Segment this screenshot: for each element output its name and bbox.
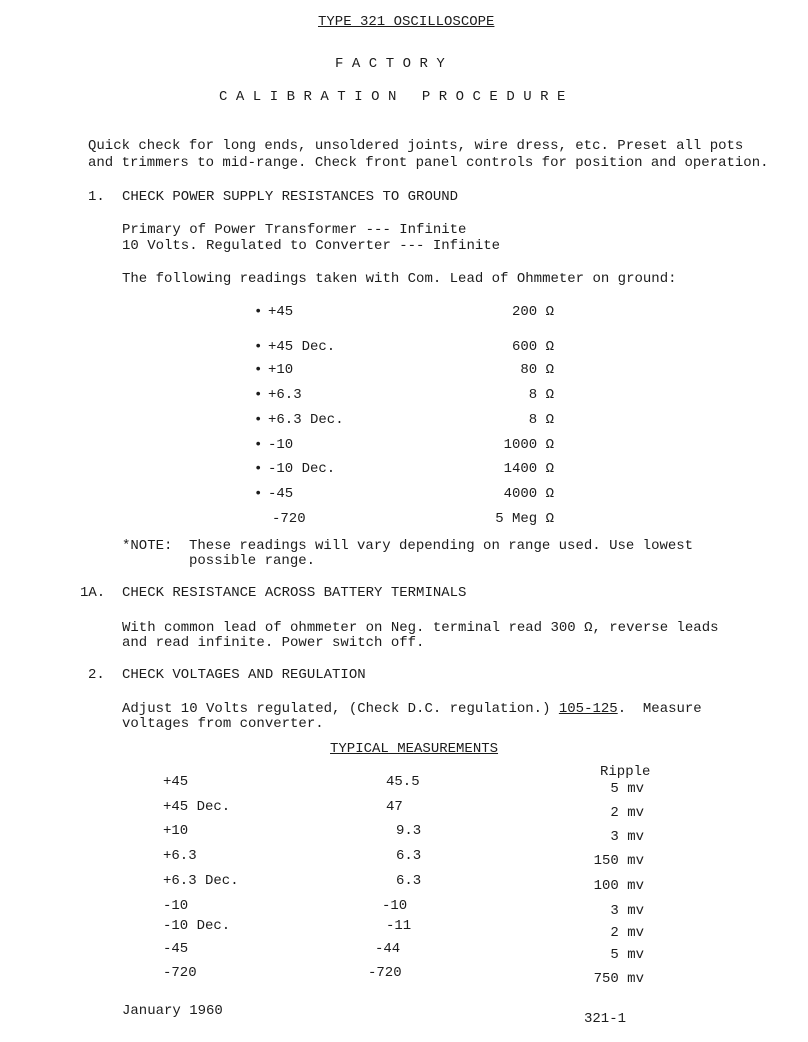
asterisk-mark: •	[254, 362, 263, 378]
intro-line-2: and trimmers to mid-range. Check front panel controls for position and operation.	[88, 155, 769, 171]
asterisk-mark: •	[254, 412, 263, 428]
asterisk-mark: •	[254, 304, 263, 320]
supply-cell: +45 Dec.	[163, 799, 231, 815]
regulation-range: 105-125	[558, 701, 618, 717]
reading-label: +45	[268, 304, 294, 320]
typical-measurements-title: TYPICAL MEASUREMENTS	[330, 741, 499, 757]
supply-cell: +6.3 Dec.	[163, 873, 239, 889]
note-label: *NOTE:	[122, 538, 173, 554]
measured-cell: -10	[382, 898, 408, 914]
reading-value: 200 Ω	[511, 304, 554, 320]
ripple-cell: 3 mv	[610, 903, 644, 919]
reading-value: 1000 Ω	[503, 437, 554, 453]
section1a-line-1: With common lead of ohmmeter on Neg. terminal read 300 Ω, reverse leads	[122, 620, 719, 636]
header-factory: FACTORY	[335, 56, 454, 72]
reading-value: 600 Ω	[511, 339, 554, 355]
section1-readings-intro: The following readings taken with Com. Lead of Ohmmeter on ground:	[122, 271, 677, 287]
ripple-cell: 3 mv	[610, 829, 644, 845]
reading-value: 80 Ω	[520, 362, 554, 378]
section2-line-2: voltages from converter.	[122, 716, 324, 732]
supply-cell: -720	[163, 965, 197, 981]
section2-number: 2.	[88, 667, 105, 683]
section1a-heading: CHECK RESISTANCE ACROSS BATTERY TERMINALS	[122, 585, 467, 601]
measured-cell: -44	[375, 941, 401, 957]
supply-cell: -45	[163, 941, 189, 957]
page-number: 321-1	[584, 1011, 627, 1027]
reading-value: 1400 Ω	[503, 461, 554, 477]
reading-value: 8 Ω	[528, 412, 554, 428]
ripple-cell: 750 mv	[593, 971, 644, 987]
section2-line-1-end: . Measure	[617, 701, 702, 717]
asterisk-mark: •	[254, 486, 263, 502]
asterisk-mark: •	[254, 387, 263, 403]
reading-label: -720	[272, 511, 306, 527]
measured-cell: -720	[368, 965, 402, 981]
section2-line-1-start: Adjust 10 Volts regulated, (Check D.C. regulation.)	[122, 701, 559, 717]
note-line-1: These readings will vary depending on range used. Use lowest	[189, 538, 694, 554]
asterisk-mark: •	[254, 437, 263, 453]
header-calibration-procedure: CALIBRATION PROCEDURE	[219, 89, 574, 105]
measured-cell: 9.3	[396, 823, 422, 839]
reading-label: +45 Dec.	[268, 339, 336, 355]
reading-value: 5 Meg Ω	[495, 511, 554, 527]
section1-number: 1.	[88, 189, 105, 205]
ripple-cell: 2 mv	[610, 805, 644, 821]
measured-cell: 6.3	[396, 873, 422, 889]
reading-value: 4000 Ω	[503, 486, 554, 502]
section1-line-1: Primary of Power Transformer --- Infinite	[122, 222, 467, 238]
ripple-cell: 2 mv	[610, 925, 644, 941]
note-line-2: possible range.	[189, 553, 316, 569]
section2-line-1	[122, 701, 702, 717]
supply-cell: -10	[163, 898, 189, 914]
asterisk-mark: •	[254, 461, 263, 477]
asterisk-mark: •	[254, 339, 263, 355]
reading-label: +6.3 Dec.	[268, 412, 344, 428]
reading-label: -45	[268, 486, 294, 502]
supply-cell: +10	[163, 823, 189, 839]
reading-label: +6.3	[268, 387, 302, 403]
measured-cell: 6.3	[396, 848, 422, 864]
reading-label: -10 Dec.	[268, 461, 336, 477]
measured-cell: -11	[386, 918, 412, 934]
ripple-header: Ripple	[600, 764, 651, 780]
supply-cell: +6.3	[163, 848, 197, 864]
supply-cell: -10 Dec.	[163, 918, 231, 934]
reading-value: 8 Ω	[528, 387, 554, 403]
ripple-cell: 150 mv	[593, 853, 644, 869]
section1-line-2: 10 Volts. Regulated to Converter --- Infinite	[122, 238, 501, 254]
supply-cell: +45	[163, 774, 189, 790]
document-title: TYPE 321 OSCILLOSCOPE	[318, 14, 495, 30]
section1-heading: CHECK POWER SUPPLY RESISTANCES TO GROUND	[122, 189, 459, 205]
section1a-number: 1A.	[80, 585, 106, 601]
section2-heading: CHECK VOLTAGES AND REGULATION	[122, 667, 366, 683]
ripple-cell: 100 mv	[593, 878, 644, 894]
reading-label: -10	[268, 437, 294, 453]
footer-date: January 1960	[122, 1003, 223, 1019]
ripple-cell: 5 mv	[610, 947, 644, 963]
measured-cell: 45.5	[386, 774, 420, 790]
intro-line-1: Quick check for long ends, unsoldered joints, wire dress, etc. Preset all pots	[88, 138, 744, 154]
reading-label: +10	[268, 362, 294, 378]
ripple-cell: 5 mv	[610, 781, 644, 797]
section1a-line-2: and read infinite. Power switch off.	[122, 635, 425, 651]
measured-cell: 47	[386, 799, 403, 815]
